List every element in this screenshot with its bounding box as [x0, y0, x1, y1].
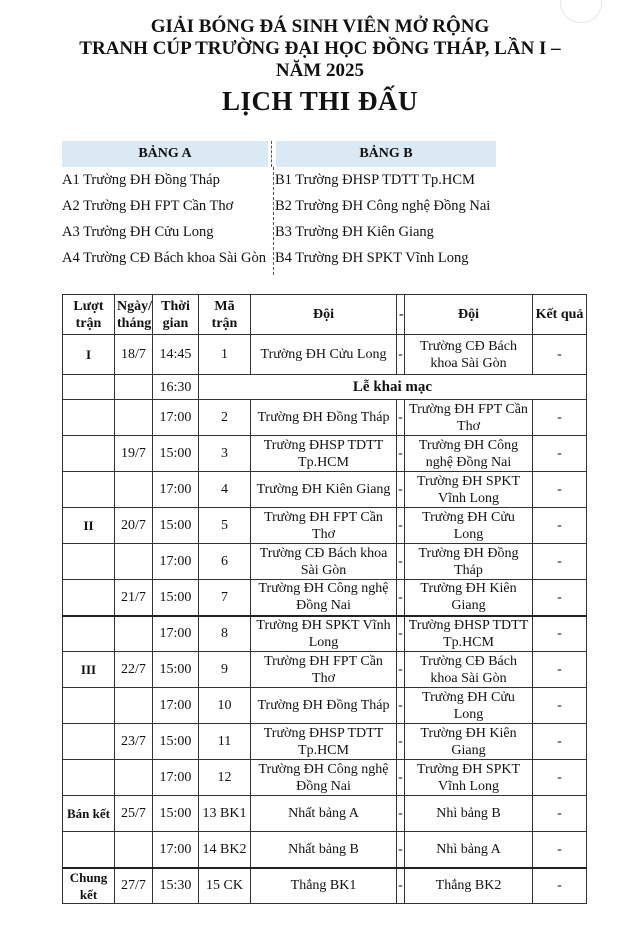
cell-dash: -: [397, 335, 405, 375]
cell-date: 19/7: [115, 436, 153, 472]
table-row: [63, 400, 587, 436]
header-date: Ngày/ tháng: [115, 295, 153, 335]
cell-result: -: [533, 760, 587, 796]
cell-round: [63, 832, 115, 868]
group-a-team: A2 Trường ĐH FPT Cần Thơ: [62, 198, 234, 214]
cell-team1: Trường ĐHSP TDTT Tp.HCM: [251, 436, 397, 472]
table-row: [63, 652, 587, 688]
cell-time: 15:30: [153, 868, 199, 904]
cell-match: 14 BK2: [199, 832, 251, 868]
group-b-header: BẢNG B: [276, 141, 496, 167]
table-row: [63, 508, 587, 544]
header-team1: Đội: [251, 295, 397, 335]
group-row: [62, 193, 496, 219]
header-result: Kết quả: [533, 295, 587, 335]
page-title: LỊCH THI ĐẤU: [221, 86, 419, 116]
cell-team1: Thắng BK1: [251, 868, 397, 904]
cell-team2: Trường ĐH Đồng Tháp: [405, 544, 533, 580]
table-row: [63, 760, 587, 796]
cell-result: -: [533, 616, 587, 652]
header-line-1: GIẢI BÓNG ĐÁ SINH VIÊN MỞ RỘNG: [150, 16, 490, 37]
cell-round: [63, 760, 115, 796]
cell-match: 3: [199, 436, 251, 472]
cell-dash: -: [397, 832, 405, 868]
groups-header: [62, 141, 496, 167]
cell-team2: Trường ĐH SPKT Vĩnh Long: [405, 472, 533, 508]
table-row: [63, 868, 587, 904]
header-dash: -: [397, 295, 405, 335]
cell-team2: Trường CĐ Bách khoa Sài Gòn: [405, 335, 533, 375]
cell-time: 15:00: [153, 724, 199, 760]
cell-date: [115, 544, 153, 580]
cell-dash: -: [397, 652, 405, 688]
table-row: [63, 544, 587, 580]
cell-dash: -: [397, 796, 405, 832]
cell-team2: Trường ĐH Kiên Giang: [405, 724, 533, 760]
cell-date: [115, 760, 153, 796]
cell-team1: Trường ĐH Cửu Long: [251, 335, 397, 375]
cell-result: -: [533, 544, 587, 580]
cell-team2: Trường ĐH Công nghệ Đồng Nai: [405, 436, 533, 472]
cell-team2: Thắng BK2: [405, 868, 533, 904]
group-row: [62, 167, 496, 193]
cell-dash: -: [397, 868, 405, 904]
cell-dash: -: [397, 544, 405, 580]
group-b-team: B3 Trường ĐH Kiên Giang: [275, 224, 434, 240]
cell-dash: -: [397, 400, 405, 436]
cell-result: -: [533, 400, 587, 436]
cell-date: 22/7: [115, 652, 153, 688]
cell-match: 11: [199, 724, 251, 760]
cell-team2: Trường ĐH Cửu Long: [405, 688, 533, 724]
cell-team1: Trường ĐH Đồng Tháp: [251, 688, 397, 724]
cell-team1: Trường ĐH Công nghệ Đồng Nai: [251, 580, 397, 616]
cell-date: [115, 688, 153, 724]
group-row: [62, 245, 496, 271]
cell-team2: Trường CĐ Bách khoa Sài Gòn: [405, 652, 533, 688]
cell-result: -: [533, 688, 587, 724]
cell-result: -: [533, 724, 587, 760]
cell-round: [63, 544, 115, 580]
cell-result: -: [533, 472, 587, 508]
cell-result: -: [533, 580, 587, 616]
cell-result: -: [533, 868, 587, 904]
cell-dash: -: [397, 472, 405, 508]
cell-team1: Trường ĐH Đồng Tháp: [251, 400, 397, 436]
cell-team2: Nhì bảng B: [405, 796, 533, 832]
cell-team2: Trường ĐH SPKT Vĩnh Long: [405, 760, 533, 796]
cell-team2: Trường ĐH Cửu Long: [405, 508, 533, 544]
group-row: [62, 219, 496, 245]
table-row: [63, 616, 587, 652]
cell-team1: Trường ĐH FPT Cần Thơ: [251, 508, 397, 544]
cell-round: III: [63, 652, 115, 688]
cell-time: 15:00: [153, 652, 199, 688]
cell-result: -: [533, 335, 587, 375]
groups-divider: [273, 167, 274, 275]
header-match: Mã trận: [199, 295, 251, 335]
cell-result: -: [533, 652, 587, 688]
cell-time: 15:00: [153, 796, 199, 832]
cell-round: II: [63, 508, 115, 544]
ceremony-label: Lễ khai mạc: [199, 375, 587, 400]
ceremony-time: 16:30: [153, 375, 199, 400]
cell-date: 20/7: [115, 508, 153, 544]
cell-team2: Trường ĐH FPT Cần Thơ: [405, 400, 533, 436]
header-line-3: NĂM 2025: [275, 60, 365, 81]
cell-match: 6: [199, 544, 251, 580]
cell-date: [115, 616, 153, 652]
cell-dash: -: [397, 616, 405, 652]
cell-time: 17:00: [153, 472, 199, 508]
cell-time: 14:45: [153, 335, 199, 375]
group-a-team: A1 Trường ĐH Đồng Tháp: [62, 172, 220, 188]
cell-round: [63, 580, 115, 616]
cell-result: -: [533, 832, 587, 868]
cell-dash: -: [397, 436, 405, 472]
cell-dash: -: [397, 580, 405, 616]
cell-match: 2: [199, 400, 251, 436]
table-row: [63, 580, 587, 616]
cell-team2: Nhì bảng A: [405, 832, 533, 868]
header-time: Thời gian: [153, 295, 199, 335]
cell-date: 27/7: [115, 868, 153, 904]
cell-time: 15:00: [153, 508, 199, 544]
cell-result: -: [533, 796, 587, 832]
table-row: [63, 724, 587, 760]
cell-team2: Trường ĐH Kiên Giang: [405, 580, 533, 616]
group-a-team: A3 Trường ĐH Cửu Long: [62, 224, 214, 240]
cell-match: 10: [199, 688, 251, 724]
ceremony-row: [63, 375, 587, 400]
cell-time: 17:00: [153, 688, 199, 724]
cell-team1: Trường CĐ Bách khoa Sài Gòn: [251, 544, 397, 580]
cell-time: 15:00: [153, 436, 199, 472]
cell-date: [115, 832, 153, 868]
table-row: [63, 688, 587, 724]
cell-team2: Trường ĐHSP TDTT Tp.HCM: [405, 616, 533, 652]
cell-date: [115, 472, 153, 508]
header-team2: Đội: [405, 295, 533, 335]
cell-round: [63, 436, 115, 472]
group-a-header: BẢNG A: [62, 141, 268, 167]
cell-match: 8: [199, 616, 251, 652]
cell-time: 17:00: [153, 616, 199, 652]
group-b-team: B2 Trường ĐH Công nghệ Đồng Nai: [275, 198, 491, 214]
cell-match: 15 CK: [199, 868, 251, 904]
cell-time: 17:00: [153, 544, 199, 580]
cell-dash: -: [397, 724, 405, 760]
table-row: [63, 796, 587, 832]
cell-match: 9: [199, 652, 251, 688]
cell-round: [63, 616, 115, 652]
cell-team1: Trường ĐH FPT Cần Thơ: [251, 652, 397, 688]
cell-match: 1: [199, 335, 251, 375]
groups-table: [62, 141, 496, 271]
cell-date: 18/7: [115, 335, 153, 375]
cell-match: 12: [199, 760, 251, 796]
cell-team1: Nhất bảng B: [251, 832, 397, 868]
cell-dash: -: [397, 760, 405, 796]
cell-date: 21/7: [115, 580, 153, 616]
cell-team1: Trường ĐH Công nghệ Đồng Nai: [251, 760, 397, 796]
cell-round: Chung kết: [63, 868, 115, 904]
cell-team1: Nhất bảng A: [251, 796, 397, 832]
cell-round: Bán kết: [63, 796, 115, 832]
cell-match: 7: [199, 580, 251, 616]
schedule-table: [62, 294, 587, 904]
cell-match: 4: [199, 472, 251, 508]
document-header: [0, 16, 640, 117]
table-row: [63, 436, 587, 472]
groups-header-divider: [268, 141, 276, 167]
cell-time: 15:00: [153, 580, 199, 616]
cell-round: [63, 724, 115, 760]
cell-match: 13 BK1: [199, 796, 251, 832]
schedule-header-row: [63, 295, 587, 335]
table-row: [63, 472, 587, 508]
group-b-team: B4 Trường ĐH SPKT Vĩnh Long: [275, 250, 469, 266]
cell-time: 17:00: [153, 760, 199, 796]
cell-round: [63, 375, 115, 400]
cell-round: [63, 688, 115, 724]
cell-time: 17:00: [153, 400, 199, 436]
cell-team1: Trường ĐH Kiên Giang: [251, 472, 397, 508]
cell-result: -: [533, 508, 587, 544]
cell-round: [63, 400, 115, 436]
table-row: [63, 335, 587, 375]
header-line-2: TRANH CÚP TRƯỜNG ĐẠI HỌC ĐỒNG THÁP, LẦN I –: [79, 38, 561, 59]
cell-team1: Trường ĐHSP TDTT Tp.HCM: [251, 724, 397, 760]
group-a-team: A4 Trường CĐ Bách khoa Sài Gòn: [62, 250, 267, 266]
cell-team1: Trường ĐH SPKT Vĩnh Long: [251, 616, 397, 652]
cell-match: 5: [199, 508, 251, 544]
table-row: [63, 832, 587, 868]
cell-time: 17:00: [153, 832, 199, 868]
header-round: Lượt trận: [63, 295, 115, 335]
cell-result: -: [533, 436, 587, 472]
cell-dash: -: [397, 688, 405, 724]
cell-dash: -: [397, 508, 405, 544]
cell-date: 25/7: [115, 796, 153, 832]
cell-round: [63, 472, 115, 508]
cell-round: I: [63, 335, 115, 375]
cell-date: [115, 400, 153, 436]
cell-date: [115, 375, 153, 400]
cell-date: 23/7: [115, 724, 153, 760]
group-b-team: B1 Trường ĐHSP TDTT Tp.HCM: [275, 172, 475, 188]
